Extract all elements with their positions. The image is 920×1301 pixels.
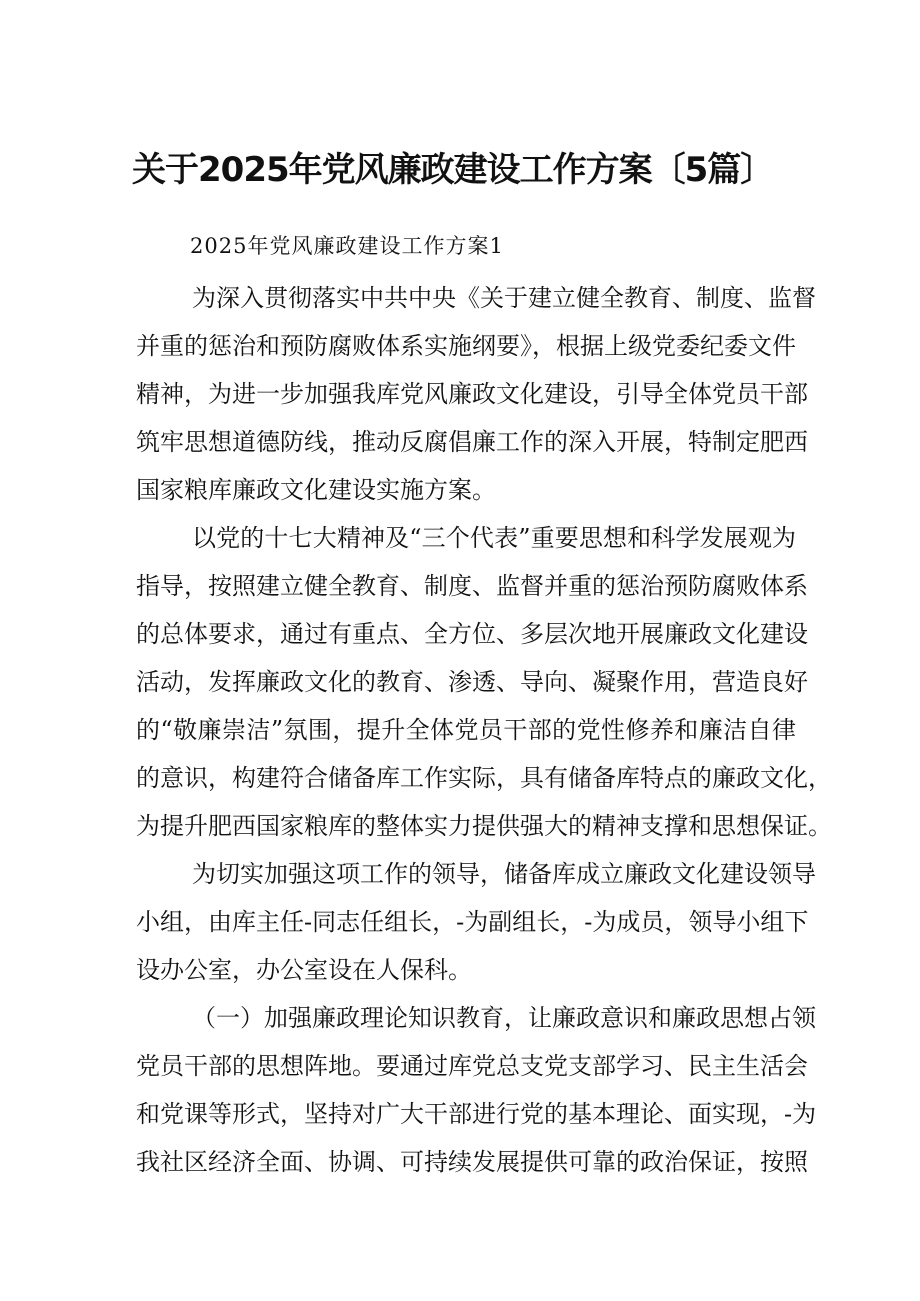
paragraph-line: （一）加强廉政理论知识教育，让廉政意识和廉政思想占领 <box>192 1004 816 1032</box>
paragraph-line: 国家粮库廉政文化建设实施方案。 <box>136 476 496 504</box>
paragraph-line: 和党课等形式，坚持对广大干部进行党的基本理论、面实现，-为 <box>136 1100 817 1128</box>
paragraph-line: 精神，为进一步加强我库党风廉政文化建设，引导全体党员干部 <box>136 380 808 408</box>
section-subtitle: 2025年党风廉政建设工作方案1 <box>190 234 504 258</box>
paragraph-line: 小组，由库主任-同志任组长，-为副组长，-为成员，领导小组下 <box>136 908 809 936</box>
paragraph-line: 的“敬廉崇洁”氛围，提升全体党员干部的党性修养和廉洁自律 <box>136 716 796 744</box>
paragraph-line: 的总体要求，通过有重点、全方位、多层次地开展廉政文化建设 <box>136 620 808 648</box>
paragraph-2 <box>136 514 832 850</box>
paragraph-line: 筑牢思想道德防线，推动反腐倡廉工作的深入开展，特制定肥西 <box>136 428 808 456</box>
paragraph-line: 指导，按照建立健全教育、制度、监督并重的惩治预防腐败体系 <box>136 572 808 600</box>
paragraph-1 <box>136 274 816 514</box>
paragraph-line: 为提升肥西国家粮库的整体实力提供强大的精神支撑和思想保证。 <box>136 812 832 840</box>
paragraph-line: 并重的惩治和预防腐败体系实施纲要》，根据上级党委纪委文件 <box>136 332 796 360</box>
paragraph-line: 为切实加强这项工作的领导，储备库成立廉政文化建设领导 <box>192 860 816 888</box>
paragraph-line: 党员干部的思想阵地。要通过库党总支党支部学习、民主生活会 <box>136 1052 808 1080</box>
paragraph-line: 以党的十七大精神及“三个代表”重要思想和科学发展观为 <box>192 524 796 552</box>
document-title: 关于2025年党风廉政建设工作方案〔5篇〕 <box>132 150 774 190</box>
paragraph-line: 我社区经济全面、协调、可持续发展提供可靠的政治保证，按照 <box>136 1148 808 1176</box>
paragraph-line: 的意识，构建符合储备库工作实际，具有储备库特点的廉政文化， <box>136 764 832 792</box>
paragraph-line: 活动，发挥廉政文化的教育、渗透、导向、凝聚作用，营造良好 <box>136 668 808 696</box>
paragraph-line: 为深入贯彻落实中共中央《关于建立健全教育、制度、监督 <box>192 284 816 312</box>
paragraph-line: 设办公室，办公室设在人保科。 <box>136 956 472 984</box>
paragraph-3 <box>136 850 816 994</box>
paragraph-4 <box>136 994 817 1186</box>
